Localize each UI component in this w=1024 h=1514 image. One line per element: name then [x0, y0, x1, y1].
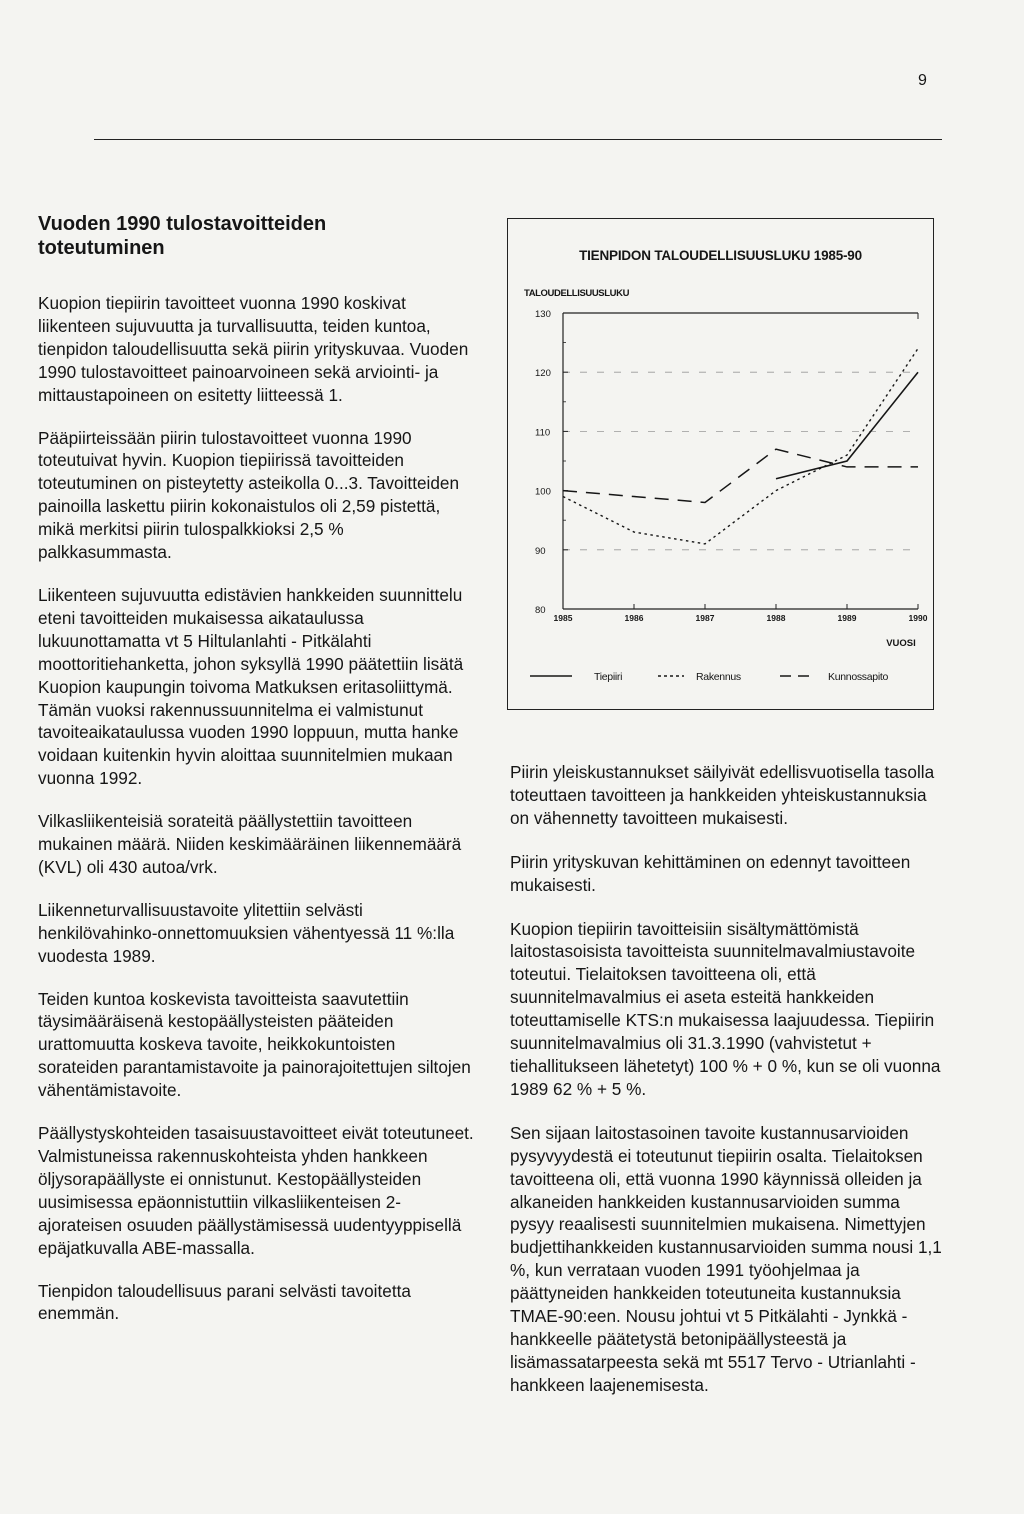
x-axis-label: VUOSI [886, 638, 916, 649]
paragraph: Teiden kuntoa koskevista tavoitteista saavutettiin täysimääräisenä kestopäällysteisten pääteiden urattomuutta koskeva tavoite, heikkokuntoisten sorateiden parantamistavoite ja painorajoitettujen siltojen vähentämistavoite. [38, 988, 471, 1101]
chart-title: TIENPIDON TALOUDELLISUUSLUKU 1985-90 [579, 248, 862, 263]
series-line-rakennus [563, 349, 918, 544]
paragraph: Sen sijaan laitostasoinen tavoite kustannusarvioiden pysyvyydestä ei toteutunut tiepiirin osalta. Tielaitoksen tavoitteena oli, että vuonna 1990 käynnissä olleiden ja alkaneiden hankkeiden kustannusarvioiden summa pysyy reaalisesti suunnitelmien mukaisena. Nimettyjen budjettihankkeiden kustannusarvioiden summa nousi 1,1 %, kun verrataan vuoden 1991 työohjelmaa ja päättyneiden hankkeiden toteutuneita kustannuksia TMAE-90:een. Nousu johtui vt 5 Pitkälahti - Jynkkä -hankkeelle päätetystä betonipäällysteestä ja lisämassatarpeesta sekä mt 5517 Tervo - Utrianlahti -hankkeen laajenemisesta. [510, 1122, 942, 1395]
x-tick-label: 1989 [837, 613, 857, 623]
paragraph: Piirin yrityskuvan kehittäminen on edennyt tavoitteen mukaisesti. [510, 851, 911, 895]
x-tick-label: 1990 [908, 613, 928, 623]
y-tick-label: 80 [535, 605, 546, 616]
paragraph: Vilkasliikenteisiä sorateitä päällystettiin tavoitteen mukainen määrä. Niiden keskimääräinen liikennemäärä (KVL) oli 430 autoa/vrk. [38, 811, 462, 877]
paragraph: Liikenneturvallisuustavoite ylitettiin selvästi henkilövahinko-onnettomuuksien vähentyessä 11 %:lla vuodesta 1989. [38, 899, 455, 966]
paragraph: Päällystyskohteiden tasaisuustavoitteet eivät toteutuneet. Valmistuneissa rakennuskohteista yhden hankkeen öljysorapäällyste ei onnistunut. Kestopäällysteiden uusimisessa epäonnistuttiin vilkasliikenteisen 2-ajorateisen osuuden päällystämisessä uudentyyppisellä epäjatkuvalla ABE-massalla. [38, 1123, 474, 1258]
top-rule [94, 139, 942, 140]
paragraph: Liikenteen sujuvuutta edistävien hankkeiden suunnittelu eteni tavoitteiden mukaisessa aikataulussa lukuunottamatta vt 5 Hiltulanlahti - Pitkälahti moottoritiehanketta, johon syksyllä 1990 päätettiin lisätä Kuopion kaupungin toivoma Matkuksen eritasoliittymä. Tämän vuoksi rakennussuunnitelma ei valmistunut tavoiteaikataulussa vuoden 1990 loppuun, mutta hanke voidaan kuitenkin hyvin aloittaa suunnitelmien mukaan vuonna 1992. [38, 584, 464, 789]
heading-line-1: Vuoden 1990 tulostavoitteiden [38, 213, 327, 235]
y-tick-label: 110 [535, 427, 551, 439]
right-column [510, 761, 946, 1418]
paragraph: Pääpiirteissään piirin tulostavoitteet vuonna 1990 toteutuivat hyvin. Kuopion tiepiirissä tavoitteiden toteutuminen on pisteytetty asteikolla 0...3. Tavoitteiden painoilla laskettu piirin kokonaistulos oli 2,59 pistettä, mikä merkitsi piirin tulospalkkioksi 2,5 % palkkasummasta. [38, 427, 460, 563]
y-tick-label: 120 [535, 368, 551, 380]
page-number: 9 [918, 72, 927, 89]
chart-figure [507, 218, 934, 710]
x-tick-label: 1988 [766, 613, 786, 623]
y-tick-label: 100 [535, 486, 551, 498]
section-heading [38, 212, 478, 260]
series-line-kunnossapito [563, 449, 918, 502]
y-tick-label: 130 [535, 309, 551, 320]
heading-line-2: toteutuminen [38, 237, 165, 259]
y-tick-label: 90 [535, 545, 546, 557]
left-column [38, 212, 478, 1345]
x-tick-label: 1986 [624, 613, 644, 623]
y-axis-label: TALOUDELLISUUSLUKU [524, 288, 630, 299]
series-line-tiepiiri [776, 372, 918, 479]
legend-label-rakennus: Rakennus [696, 671, 741, 683]
paragraph: Piirin yleiskustannukset säilyivät edellisvuotisella tasolla toteuttaen tavoitteen ja hankkeiden yhteiskustannuksia on vähennetty tavoitteen mukaisesti. [510, 762, 935, 828]
paragraph: Kuopion tiepiirin tavoitteisiin sisältymättömistä laitostasoisista tavoitteista suunnitelmavalmiustavoite toteutui. Tielaitoksen tavoitteena oli, että suunnitelmavalmius ei aseta esteitä hankkeiden toteuttamiselle KTS:n mukaisessa laajuudessa. Tiepiirin suunnitelmavalmius oli 31.3.1990 (vahvistetut + tiehallitukseen lähetetyt) 100 % + 0 %, kun se oli vuonna 1989 62 % + 5 %. [510, 918, 941, 1099]
paragraph: Kuopion tiepiirin tavoitteet vuonna 1990 koskivat liikenteen sujuvuutta ja turvallisuutta, teiden kuntoa, tienpidon taloudellisuutta sekä piirin yrityskuvaa. Vuoden 1990 tulostavoitteet painoarvoineen sekä arviointi- ja mittaustapoineen on esitetty liitteessä 1. [38, 293, 469, 405]
paragraph: Tienpidon taloudellisuus parani selvästi tavoitetta enemmän. [38, 1280, 411, 1324]
legend-label-tiepiiri: Tiepiiri [594, 671, 623, 683]
x-tick-label: 1987 [695, 613, 715, 623]
x-tick-label: 1985 [553, 613, 573, 623]
legend-label-kunnossapito: Kunnossapito [828, 671, 889, 683]
line-chart [508, 219, 933, 709]
